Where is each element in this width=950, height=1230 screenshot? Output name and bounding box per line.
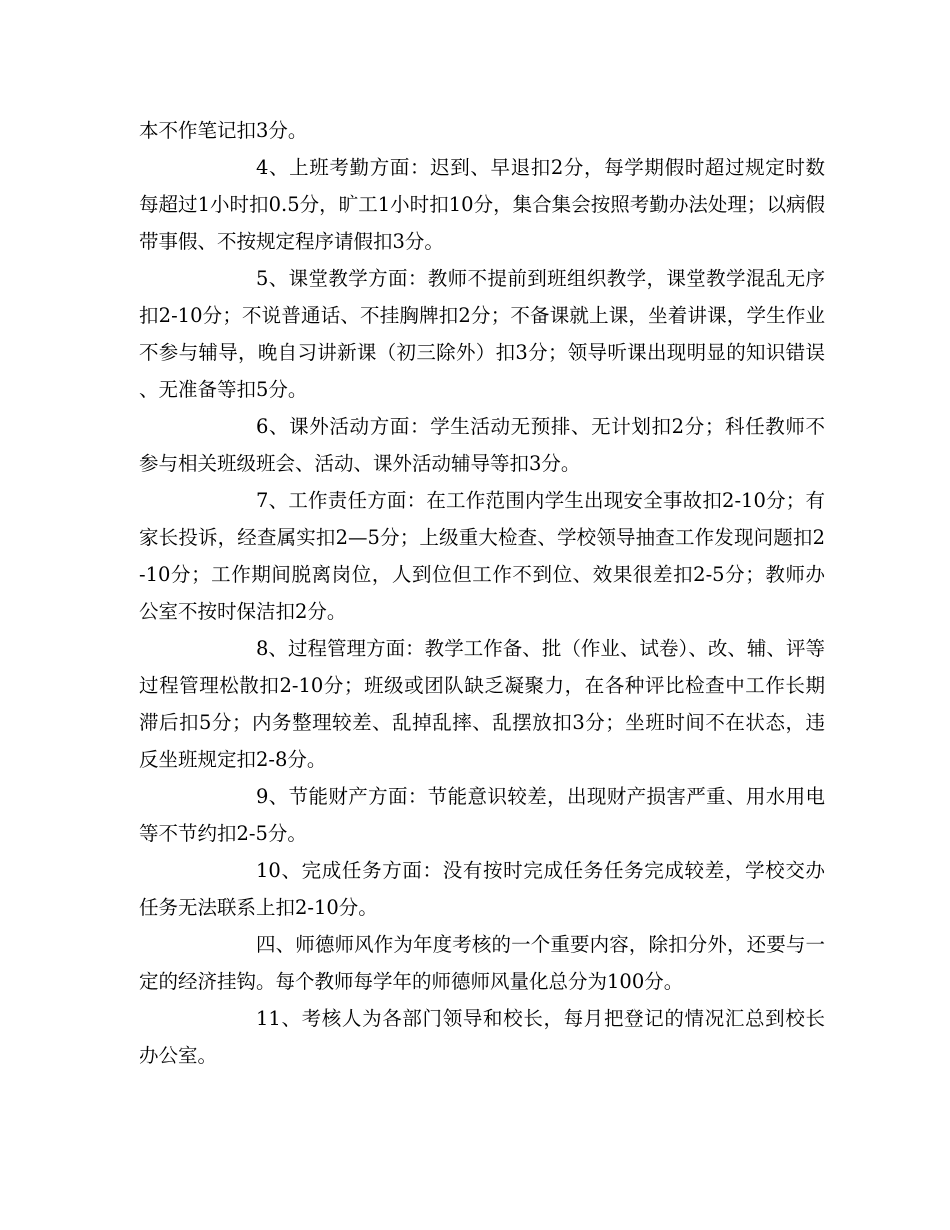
paragraph-ethics-scoring: 四、师德师风作为年度考核的一个重要内容，除扣分外，还要与一定的经济挂钩。每个教师每学年的师德师风量化总分为100分。 — [139, 933, 825, 993]
paragraph-continuation: 本不作笔记扣3分。 — [139, 119, 308, 142]
paragraph-energy-property: 9、节能财产方面：节能意识较差，出现财产损害严重、用水用电等不节约扣2-5分。 — [139, 785, 825, 845]
paragraph-extracurricular: 6、课外活动方面：学生活动无预排、无计划扣2分；科任教师不参与相关班级班会、活动、课外活动辅导等扣3分。 — [139, 415, 825, 475]
paragraph-process-management: 8、过程管理方面：教学工作备、批（作业、试卷）、改、辅、评等过程管理松散扣2-10分；班级或团队缺乏凝聚力，在各种评比检查中工作长期滞后扣5分；内务整理较差、乱掉乱摔、乱摆放扣3分；坐班时间不在状态，违反坐班规定扣2-8分。 — [139, 637, 825, 771]
paragraph-classroom-teaching: 5、课堂教学方面：教师不提前到班组织教学，课堂教学混乱无序扣2-10分；不说普通话、不挂胸牌扣2分；不备课就上课，坐着讲课，学生作业不参与辅导，晚自习讲新课（初三除外）扣3分；领导听课出现明显的知识错误、无准备等扣5分。 — [139, 267, 825, 401]
paragraph-work-responsibility: 7、工作责任方面：在工作范围内学生出现安全事故扣2-10分；有家长投诉，经查属实扣2—5分；上级重大检查、学校领导抽查工作发现问题扣2-10分；工作期间脱离岗位，人到位但工作不到位、效果很差扣2-5分；教师办公室不按时保洁扣2分。 — [139, 489, 825, 623]
paragraph-assessors: 11、考核人为各部门领导和校长，每月把登记的情况汇总到校长办公室。 — [139, 1007, 825, 1067]
paragraph-task-completion: 10、完成任务方面：没有按时完成任务任务完成较差，学校交办任务无法联系上扣2-10分。 — [139, 859, 825, 919]
document-body — [139, 112, 825, 1074]
paragraph-attendance: 4、上班考勤方面：迟到、早退扣2分，每学期假时超过规定时数每超过1小时扣0.5分，旷工1小时扣10分，集合集会按照考勤办法处理；以病假带事假、不按规定程序请假扣3分。 — [139, 156, 825, 253]
